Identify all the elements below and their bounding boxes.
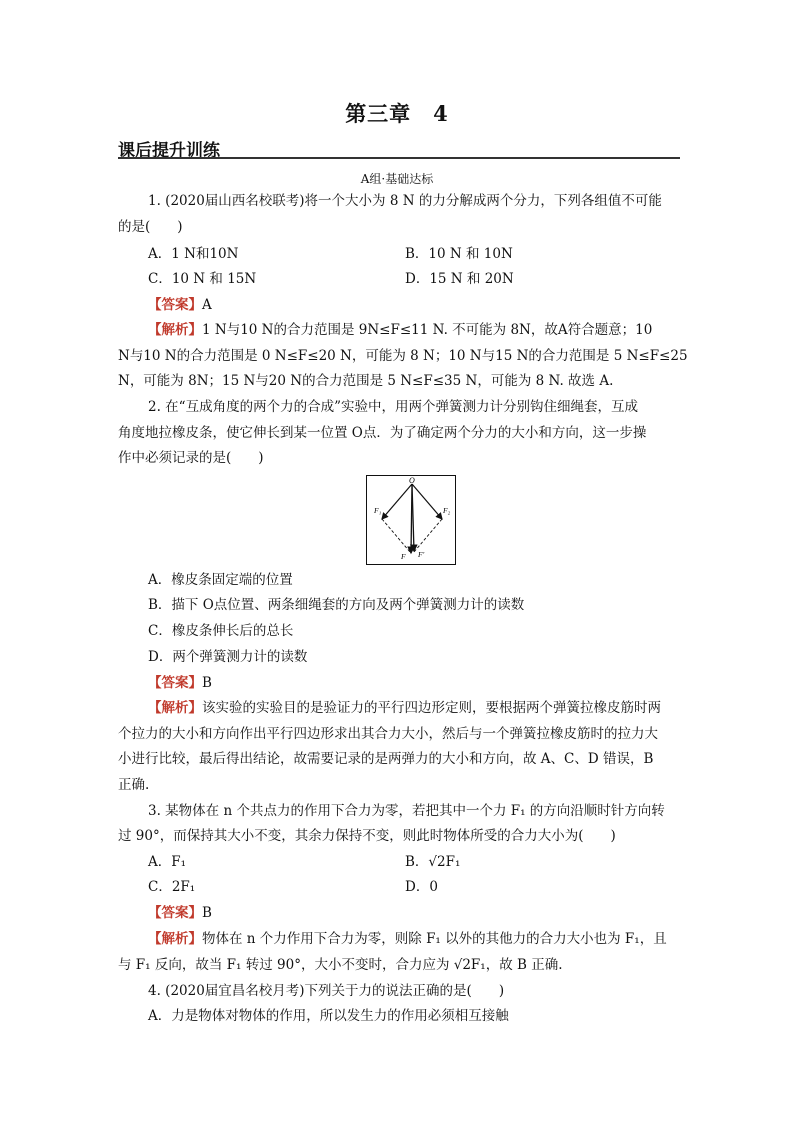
analysis-label: 【解析】 <box>148 700 202 716</box>
q2-option-d: D．两个弹簧测力计的读数 <box>148 649 308 665</box>
q4-option-a: A．力是物体对物体的作用，所以发生力的作用必须相互接触 <box>148 1008 509 1024</box>
label-o: O <box>409 476 415 485</box>
analysis-text: 1 N与10 N的合力范围是 9N≤F≤11 N. 不可能为 8N，故A符合题意；10 <box>202 322 653 338</box>
q1-analysis-line2: N与10 N的合力范围是 0 N≤F≤20 N，可能为 8 N；10 N与15 N的合力范围是 5 N≤F≤25 <box>118 348 688 364</box>
q1-option-c: C．10 N 和 15N <box>148 271 257 287</box>
q3-option-a: A．F₁ <box>148 854 187 870</box>
q4-stem-line1: 4. (2020届宜昌名校月考)下列关于力的说法正确的是( ) <box>148 983 505 999</box>
force-parallelogram-figure <box>366 475 456 565</box>
section-heading: 课后提升训练 <box>118 141 220 161</box>
analysis-text: 物体在 n 个力作用下合力为零，则除 F₁ 以外的其他力的合力大小也为 F₁，且 <box>202 931 667 947</box>
q1-stem-line1: 1. (2020届山西名校联考)将一个大小为 8 N 的力分解成两个分力，下列各组值不可能 <box>148 193 662 209</box>
label-f-prime: F′ <box>418 550 425 559</box>
q3-stem-line2: 过 90°，而保持其大小不变，其余力保持不变，则此时物体所受的合力大小为( ) <box>118 828 616 844</box>
dashed-side-right <box>414 519 442 552</box>
section-divider <box>118 157 680 159</box>
label-f2: F₂ <box>443 506 451 515</box>
q3-option-b: B．√2F₁ <box>405 854 461 870</box>
dashed-side-left <box>382 519 410 552</box>
q2-analysis-line1 <box>148 698 661 718</box>
q3-analysis-line1 <box>148 929 667 949</box>
q1-analysis-line3: N，可能为 8N；15 N与20 N的合力范围是 5 N≤F≤35 N，可能为 8 N. 故选 A. <box>118 373 614 389</box>
label-f1: F₁ <box>374 506 382 515</box>
q2-analysis-line4: 正确. <box>118 777 150 793</box>
q3-stem-line1: 3. 某物体在 n 个共点力的作用下合力为零，若把其中一个力 F₁ 的方向沿顺时针方向转 <box>148 803 665 819</box>
q1-analysis-line1 <box>148 320 652 340</box>
q2-answer <box>148 673 212 693</box>
answer-label: 【答案】 <box>148 297 202 313</box>
vector-f2 <box>412 484 442 519</box>
q2-option-c: C．橡皮条伸长后的总长 <box>148 623 294 639</box>
q2-option-b: B．描下 O点位置、两条细绳套的方向及两个弹簧测力计的读数 <box>148 597 525 613</box>
answer-value: B <box>202 905 212 921</box>
q2-analysis-line2: 个拉力的大小和方向作出平行四边形求出其合力大小，然后与一个弹簧拉橡皮筋时的拉力大 <box>118 726 658 742</box>
chapter-title: 第三章 4 <box>345 101 449 126</box>
q2-option-a: A．橡皮条固定端的位置 <box>148 572 293 588</box>
q1-answer <box>148 295 212 315</box>
q1-stem-line2: 的是( ) <box>118 219 183 235</box>
vector-f1 <box>382 484 412 519</box>
q1-option-a: A．1 N和10N <box>148 246 239 262</box>
label-f: F <box>401 552 406 561</box>
analysis-label: 【解析】 <box>148 322 202 338</box>
q3-option-c: C．2F₁ <box>148 879 196 895</box>
q2-stem-line1: 2. 在“互成角度的两个力的合成”实验中，用两个弹簧测力计分别钩住细绳套，互成 <box>148 399 638 415</box>
q3-analysis-line2: 与 F₁ 反向，故当 F₁ 转过 90°，大小不变时，合力应为 √2F₁，故 B 正确. <box>118 957 563 973</box>
q2-stem-line3: 作中必须记录的是( ) <box>118 450 264 466</box>
q1-option-b: B．10 N 和 10N <box>405 246 513 262</box>
answer-value: A <box>202 297 212 313</box>
q1-option-d: D．15 N 和 20N <box>405 271 514 287</box>
q3-option-d: D．0 <box>405 879 438 895</box>
q2-stem-line2: 角度地拉橡皮条，使它伸长到某一位置 O点．为了确定两个分力的大小和方向，这一步操 <box>118 425 647 441</box>
answer-label: 【答案】 <box>148 905 202 921</box>
q3-answer <box>148 903 212 923</box>
q2-analysis-line3: 小进行比较，最后得出结论，故需要记录的是两弹力的大小和方向，故 A、C、D 错误，B <box>118 751 654 767</box>
group-title: A组·基础达标 <box>360 172 434 186</box>
vector-f-prime <box>412 484 414 551</box>
analysis-label: 【解析】 <box>148 931 202 947</box>
answer-value: B <box>202 675 212 691</box>
answer-label: 【答案】 <box>148 675 202 691</box>
analysis-text: 该实验的实验目的是验证力的平行四边形定则，要根据两个弹簧拉橡皮筋时两 <box>202 700 661 716</box>
